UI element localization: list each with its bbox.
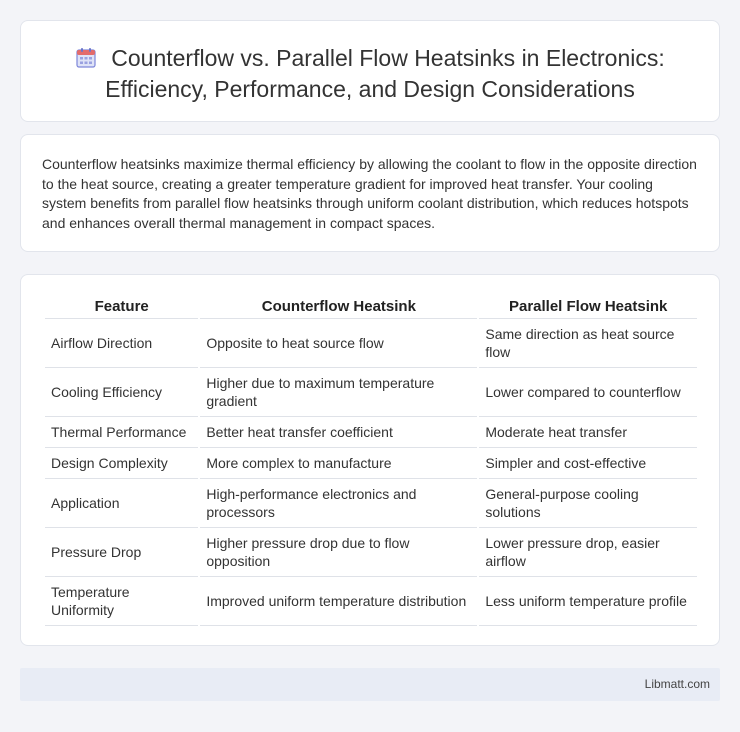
feature-cell: Design Complexity bbox=[45, 448, 198, 479]
header-counterflow: Counterflow Heatsink bbox=[200, 297, 477, 319]
counterflow-cell: More complex to manufacture bbox=[200, 448, 477, 479]
table-row bbox=[45, 368, 697, 417]
feature-cell: Pressure Drop bbox=[45, 528, 198, 577]
footer-brand-link[interactable]: Libmatt.com bbox=[644, 677, 710, 691]
parallel-flow-cell: General-purpose cooling solutions bbox=[479, 479, 697, 528]
comparison-card bbox=[20, 274, 720, 646]
feature-cell: Cooling Efficiency bbox=[45, 368, 198, 417]
parallel-flow-cell: Less uniform temperature profile bbox=[479, 577, 697, 626]
table-row bbox=[45, 479, 697, 528]
footer-bar bbox=[20, 668, 720, 701]
intro-card bbox=[20, 134, 720, 252]
feature-cell: Airflow Direction bbox=[45, 319, 198, 368]
header-parallel-flow: Parallel Flow Heatsink bbox=[479, 297, 697, 319]
page-title: Counterflow vs. Parallel Flow Heatsinks in Electronics: Efficiency, Performance, and Design Considerations bbox=[105, 45, 665, 102]
feature-cell: Thermal Performance bbox=[45, 417, 198, 448]
table-row bbox=[45, 528, 697, 577]
parallel-flow-cell: Simpler and cost-effective bbox=[479, 448, 697, 479]
table-row bbox=[45, 319, 697, 368]
header-feature: Feature bbox=[45, 297, 198, 319]
counterflow-cell: Higher pressure drop due to flow opposition bbox=[200, 528, 477, 577]
counterflow-cell: Opposite to heat source flow bbox=[200, 319, 477, 368]
feature-cell: Temperature Uniformity bbox=[45, 577, 198, 626]
counterflow-cell: Better heat transfer coefficient bbox=[200, 417, 477, 448]
calendar-icon bbox=[75, 46, 97, 68]
parallel-flow-cell: Lower compared to counterflow bbox=[479, 368, 697, 417]
counterflow-cell: Improved uniform temperature distribution bbox=[200, 577, 477, 626]
parallel-flow-cell: Moderate heat transfer bbox=[479, 417, 697, 448]
table-header-row bbox=[45, 297, 697, 319]
counterflow-cell: Higher due to maximum temperature gradient bbox=[200, 368, 477, 417]
counterflow-cell: High-performance electronics and processors bbox=[200, 479, 477, 528]
table-row bbox=[45, 448, 697, 479]
intro-paragraph: Counterflow heatsinks maximize thermal efficiency by allowing the coolant to flow in the opposite direction to the heat source, creating a greater temperature gradient for improved heat transfer. Your cooling system benefits from parallel flow heatsinks through uniform coolant distribution, which reduces hotspots and enhances overall thermal management in compact spaces. bbox=[42, 156, 697, 231]
parallel-flow-cell: Same direction as heat source flow bbox=[479, 319, 697, 368]
title-card bbox=[20, 20, 720, 122]
comparison-table bbox=[43, 297, 699, 626]
page-title-block bbox=[21, 43, 719, 105]
parallel-flow-cell: Lower pressure drop, easier airflow bbox=[479, 528, 697, 577]
feature-cell: Application bbox=[45, 479, 198, 528]
table-row bbox=[45, 577, 697, 626]
table-row bbox=[45, 417, 697, 448]
